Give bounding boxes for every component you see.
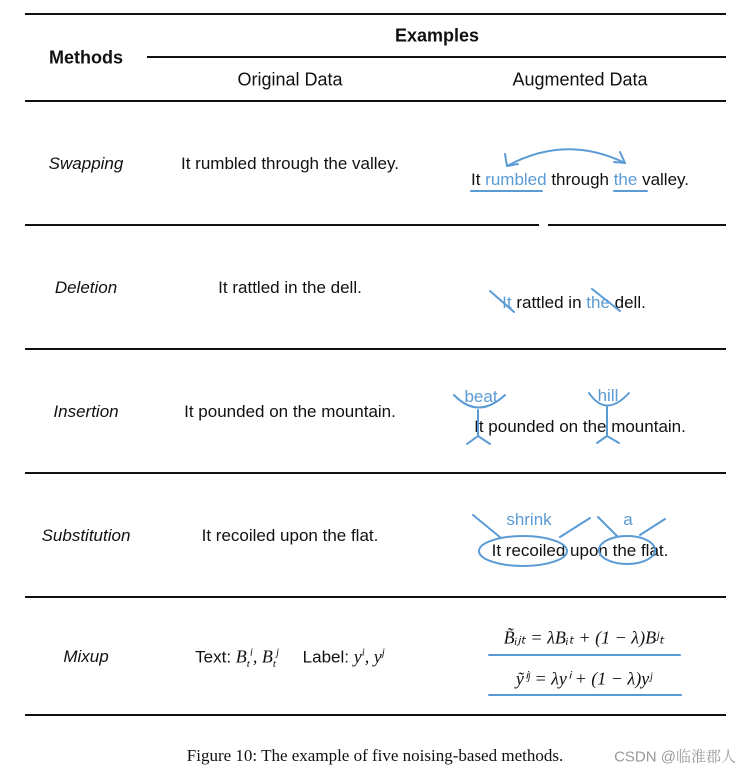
- augmented-substitution: It recoiled upon the flat.: [491, 541, 669, 560]
- text-label: Text:: [195, 647, 232, 667]
- figure-caption: Figure 10: The example of five noising-based methods.: [186, 746, 564, 765]
- method-mixup: Mixup: [63, 647, 109, 666]
- circle-recoiled: [479, 536, 567, 566]
- substitute-word-a: a: [623, 510, 633, 529]
- original-data-header: Original Data: [237, 69, 343, 90]
- method-deletion: Deletion: [54, 278, 118, 297]
- original-deletion: It rattled in the dell.: [218, 278, 362, 297]
- insert-cup-hill: [589, 393, 629, 443]
- strike-it: [490, 291, 514, 312]
- inserted-word-hill: hill: [597, 386, 619, 405]
- label-formula: $y^i$, $y^j$: [353, 646, 385, 667]
- text-segment: dell.: [609, 293, 646, 312]
- insert-cup-beat: [454, 395, 505, 444]
- text-segment: rattled in: [511, 293, 587, 312]
- text-segment: through: [546, 170, 614, 189]
- swapped-word: rumbled: [485, 170, 547, 189]
- method-swapping: Swapping: [48, 154, 124, 173]
- watermark: CSDN @临淮郡人: [614, 748, 736, 766]
- augmented-data-header: Augmented Data: [512, 69, 648, 90]
- swapped-word: the: [613, 170, 638, 189]
- sub-lines-shrink: [473, 515, 590, 538]
- mixup-formula-y: ỹⁱʲ = λyⁱ + (1 − λ)yʲ: [515, 668, 653, 689]
- augmented-insertion: It pounded on the mountain.: [474, 417, 686, 436]
- swap-arrow: [507, 149, 625, 166]
- sub-lines-a: [598, 517, 665, 536]
- method-substitution: Substitution: [41, 526, 131, 545]
- original-insertion: It pounded on the mountain.: [184, 402, 396, 421]
- methods-header: Methods: [49, 47, 123, 68]
- original-swapping: It rumbled through the valley.: [181, 154, 399, 173]
- label-label: Label:: [302, 647, 349, 667]
- text-formula: $B_t^i$, $B_t^j$: [235, 646, 280, 671]
- circle-on-the: [599, 536, 655, 564]
- mixup-formula-b: B̃ᵢⱼₜ = λBᵢₜ + (1 − λ)Bʲₜ: [503, 627, 665, 648]
- inserted-word-beat: beat: [464, 387, 498, 406]
- substitute-word-shrink: shrink: [506, 510, 552, 529]
- original-substitution: It recoiled upon the flat.: [201, 526, 379, 545]
- text-segment: It: [471, 170, 486, 189]
- text-segment: valley.: [637, 170, 689, 189]
- examples-header: Examples: [394, 25, 480, 46]
- method-insertion: Insertion: [53, 402, 119, 421]
- arrowhead-left: [505, 154, 518, 166]
- strike-the: [592, 289, 620, 311]
- deleted-word: It: [502, 293, 512, 312]
- deleted-word: the: [586, 293, 610, 312]
